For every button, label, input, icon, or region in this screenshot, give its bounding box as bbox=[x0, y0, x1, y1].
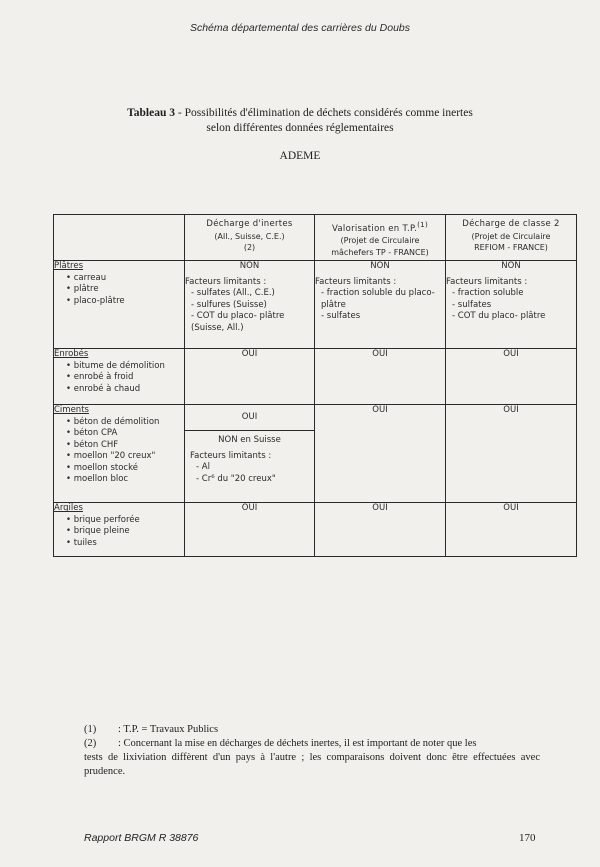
footnote-number: (2) bbox=[84, 738, 97, 749]
verdict: NON bbox=[370, 261, 390, 272]
page-number: 170 bbox=[519, 832, 536, 844]
factor: - sulfures (Suisse) bbox=[191, 300, 314, 312]
column-header-inertes bbox=[185, 215, 315, 261]
cell-argiles-valorisation: OUI bbox=[315, 503, 446, 557]
column-footnote-ref: (1) bbox=[417, 220, 429, 229]
category-item: • tuiles bbox=[66, 538, 184, 550]
disposal-table bbox=[53, 214, 577, 557]
category-items bbox=[54, 417, 184, 486]
category-cell bbox=[54, 261, 185, 349]
factors-title: Facteurs limitants : bbox=[190, 450, 272, 461]
table-row-enrobes bbox=[54, 349, 577, 405]
factor: - Al bbox=[196, 462, 309, 474]
footnote-1 bbox=[84, 723, 540, 737]
factors-list bbox=[185, 288, 314, 334]
cell-platres-classe2 bbox=[446, 261, 577, 349]
column-title: Décharge d'inertes bbox=[206, 219, 293, 229]
factor: - fraction soluble du placo-plâtre bbox=[321, 288, 445, 311]
report-reference: Rapport BRGM R 38876 bbox=[84, 832, 199, 844]
category-item: • brique pleine bbox=[66, 526, 184, 538]
category-item: • moellon stocké bbox=[66, 463, 184, 475]
category-items bbox=[54, 515, 184, 550]
category-name: Plâtres bbox=[54, 261, 83, 272]
factors-list bbox=[446, 288, 576, 323]
caption-line-1: - Possibilités d'élimination de déchets considérés comme inertes bbox=[175, 107, 473, 119]
factor: - COT du placo- plâtre bbox=[452, 311, 576, 323]
category-item: • béton CPA bbox=[66, 428, 184, 440]
category-name: Ciments bbox=[54, 405, 89, 416]
verdict: NON en Suisse bbox=[218, 435, 281, 446]
footnote-text: : T.P. = Travaux Publics bbox=[118, 724, 219, 735]
factors-title: Facteurs limitants : bbox=[185, 276, 267, 287]
table-row-platres bbox=[54, 261, 577, 349]
footnote-2 bbox=[84, 737, 540, 751]
category-name: Enrobés bbox=[54, 349, 89, 360]
category-item: • béton CHF bbox=[66, 440, 184, 452]
category-item: • béton de démolition bbox=[66, 417, 184, 429]
table-label: Tableau 3 bbox=[127, 107, 176, 119]
table-header-row bbox=[54, 215, 577, 261]
category-item: • moellon "20 creux" bbox=[66, 451, 184, 463]
column-subtitle: REFIOM - FRANCE) bbox=[474, 243, 548, 252]
factor: - sulfates bbox=[321, 311, 445, 323]
caption-line-2: selon différentes données réglementaires bbox=[206, 122, 394, 134]
footnote-text: : Concernant la mise en décharges de déchets inertes, il est important de noter que les bbox=[118, 738, 477, 749]
ciments-suisse-block bbox=[185, 431, 314, 489]
cell-ciments-classe2: OUI bbox=[446, 405, 577, 503]
factor: - COT du placo- plâtre (Suisse, All.) bbox=[191, 311, 314, 334]
footnotes bbox=[84, 723, 540, 779]
factors-title: Facteurs limitants : bbox=[446, 276, 528, 287]
organisation-title: ADEME bbox=[279, 150, 321, 162]
category-cell bbox=[54, 405, 185, 503]
factors-list bbox=[315, 288, 445, 323]
column-subtitle: (Projet de Circulaire bbox=[340, 236, 420, 246]
verdict: OUI bbox=[185, 405, 314, 431]
factors-title: Facteurs limitants : bbox=[315, 276, 397, 287]
cell-ciments-inertes bbox=[185, 405, 315, 503]
table-caption bbox=[80, 106, 520, 136]
category-cell bbox=[54, 503, 185, 557]
column-title: Valorisation en T.P.$^{(1)}$ bbox=[331, 220, 429, 234]
table-row-argiles bbox=[54, 503, 577, 557]
factor: - sulfates (All., C.E.) bbox=[191, 288, 314, 300]
running-header: Schéma départemental des carrières du Doubs bbox=[189, 22, 411, 34]
table-corner bbox=[54, 215, 185, 261]
column-subtitle: mâchefers TP - FRANCE) bbox=[331, 247, 429, 257]
category-item: • brique perforée bbox=[66, 515, 184, 527]
column-subtitle: (Projet de Circulaire bbox=[471, 231, 551, 241]
category-name: Argiles bbox=[54, 503, 83, 514]
cell-enrobes-inertes: OUI bbox=[185, 349, 315, 405]
column-header-classe2 bbox=[446, 215, 577, 261]
category-item: • carreau bbox=[66, 273, 184, 285]
footnote-number: (1) bbox=[84, 724, 97, 735]
column-footnote-ref: (2) bbox=[243, 243, 256, 252]
cell-argiles-classe2: OUI bbox=[446, 503, 577, 557]
factor: - Cr⁶ du "20 creux" bbox=[196, 474, 309, 486]
category-item: • placo-plâtre bbox=[66, 296, 184, 308]
category-item: • enrobé à chaud bbox=[66, 384, 184, 396]
category-item: • bitume de démolition bbox=[66, 361, 184, 373]
category-item: • moellon bloc bbox=[66, 474, 184, 486]
footnote-continuation: tests de lixiviation diffèrent d'un pays à l'autre ; les comparaisons doivent donc être effectuées avec prudence. bbox=[84, 752, 540, 777]
cell-argiles-inertes: OUI bbox=[185, 503, 315, 557]
category-item: • enrobé à froid bbox=[66, 372, 184, 384]
category-items bbox=[54, 273, 184, 308]
cell-ciments-valorisation: OUI bbox=[315, 405, 446, 503]
verdict: NON bbox=[239, 261, 260, 272]
column-title: Décharge de classe 2 bbox=[462, 219, 560, 229]
column-header-valorisation bbox=[315, 215, 446, 261]
category-items bbox=[54, 361, 184, 396]
category-item: • plâtre bbox=[66, 284, 184, 296]
verdict: NON bbox=[501, 261, 521, 272]
cell-platres-inertes bbox=[185, 261, 315, 349]
factors-list bbox=[190, 462, 309, 485]
cell-enrobes-valorisation: OUI bbox=[315, 349, 446, 405]
category-cell bbox=[54, 349, 185, 405]
column-subtitle: (All., Suisse, C.E.) bbox=[214, 231, 285, 241]
cell-platres-valorisation bbox=[315, 261, 446, 349]
cell-enrobes-classe2: OUI bbox=[446, 349, 577, 405]
table-row-ciments bbox=[54, 405, 577, 503]
factor: - sulfates bbox=[452, 300, 576, 312]
factor: - fraction soluble bbox=[452, 288, 576, 300]
